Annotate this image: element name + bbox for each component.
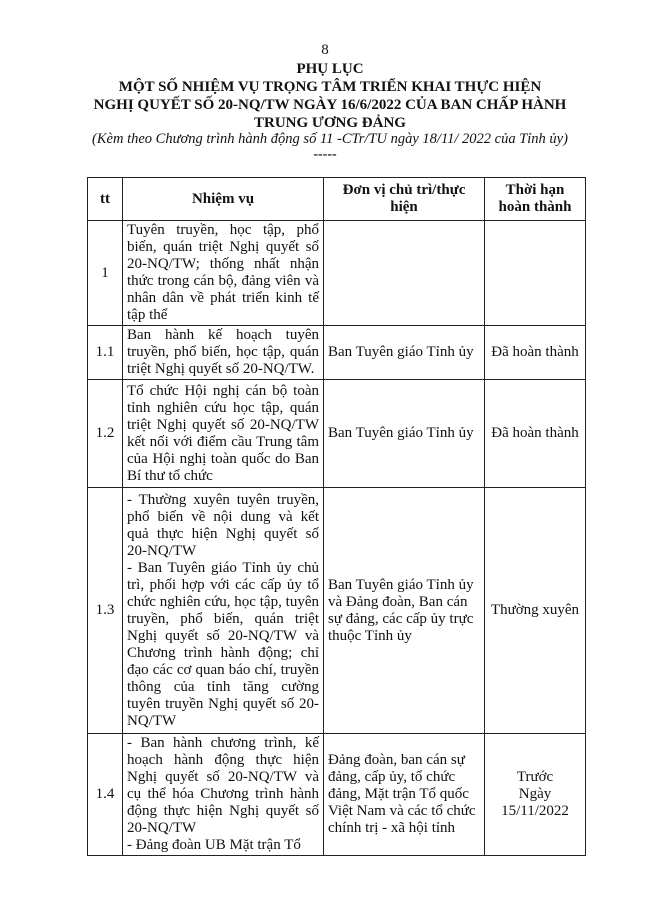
task-bullet: - Thường xuyên tuyên truyền, phổ biến về nội dung và kết quả thực hiện Nghị quyết số 20-NQ/TW [127, 491, 319, 559]
row-tt: 1.4 [88, 734, 123, 856]
table-row [88, 221, 586, 326]
row-task: Tổ chức Hội nghị cán bộ toàn tỉnh nghiên cứu học tập, quán triệt Nghị quyết số 20-NQ/TW kết nối với điểm cầu Trung tâm của Hội nghị toàn quốc do Ban Bí thư tổ chức [123, 380, 324, 488]
table-row [88, 488, 586, 734]
row-task: Tuyên truyền, học tập, phổ biến, quán triệt Nghị quyết số 20-NQ/TW; thống nhất nhận thức trong cán bộ, đảng viên và nhân dân về phát triển kinh tế tập thể [123, 221, 324, 326]
row-tt: 1.1 [88, 326, 123, 380]
row-unit: Đảng đoàn, ban cán sự đảng, cấp ủy, tổ chức đảng, Mặt trận Tổ quốc Việt Nam và các tổ chức chính trị - xã hội tỉnh [324, 734, 485, 856]
table-row [88, 734, 586, 856]
table-row [88, 326, 586, 380]
row-unit: Ban Tuyên giáo Tỉnh ủy và Đảng đoàn, Ban cán sự đảng, các cấp ủy trực thuộc Tỉnh ủy [324, 488, 485, 734]
page-number: 8 [321, 42, 329, 58]
heading-appendix: PHỤ LỤC [296, 61, 364, 77]
heading-title-line-2: NGHỊ QUYẾT SỐ 20-NQ/TW NGÀY 16/6/2022 CỦA BAN CHẤP HÀNH [93, 97, 567, 113]
separator: ----- [313, 147, 337, 162]
header-deadline: Thời hạn hoàn thành [485, 178, 586, 221]
row-task: Ban hành kế hoạch tuyên truyền, phổ biến, học tập, quán triệt Nghị quyết số 20-NQ/TW. [123, 326, 324, 380]
tasks-table [87, 177, 586, 856]
deadline-line: Trước [516, 769, 554, 785]
row-deadline: Thường xuyên [485, 488, 586, 734]
header-tt: tt [88, 178, 123, 221]
heading-title-line-3: TRUNG ƯƠNG ĐẢNG [254, 115, 406, 131]
header-task: Nhiệm vụ [123, 178, 324, 221]
row-task [123, 488, 324, 734]
deadline-line: 15/11/2022 [501, 803, 569, 819]
row-unit: Ban Tuyên giáo Tỉnh ủy [324, 326, 485, 380]
task-bullet: - Đảng đoàn UB Mặt trận Tổ [127, 837, 301, 853]
table-row [88, 380, 586, 488]
header-unit: Đơn vị chủ trì/thực hiện [324, 178, 485, 221]
table-header-row [88, 178, 586, 221]
row-deadline: Đã hoàn thành [485, 326, 586, 380]
task-bullet: - Ban Tuyên giáo Tỉnh ủy chủ trì, phối hợp với các cấp ủy tổ chức nghiên cứu, học tập, tuyên truyền, phổ biến, quán triệt Nghị quyết số 20-NQ/TW và Chương trình hành động; chỉ đạo các cơ quan báo chí, truyền thông của tỉnh tăng cường tuyên truyền Nghị quyết số 20-NQ/TW [127, 559, 319, 729]
document-heading [60, 60, 600, 132]
document-subtitle: (Kèm theo Chương trình hành động số 11 -CTr/TU ngày 18/11/ 2022 của Tỉnh ủy) [92, 131, 568, 147]
row-task [123, 734, 324, 856]
row-unit [324, 221, 485, 326]
row-unit: Ban Tuyên giáo Tỉnh ủy [324, 380, 485, 488]
row-deadline [485, 221, 586, 326]
row-deadline: Đã hoàn thành [485, 380, 586, 488]
deadline-line: Ngày [518, 786, 552, 802]
row-deadline [485, 734, 586, 856]
heading-title-line-1: MỘT SỐ NHIỆM VỤ TRỌNG TÂM TRIỂN KHAI THỰC HIỆN [118, 79, 542, 95]
task-bullet: - Ban hành chương trình, kế hoạch hành động thực hiện Nghị quyết số 20-NQ/TW và cụ thể hóa Chương trình hành động thực hiện Nghị quyết số 20-NQ/TW [127, 735, 319, 836]
row-tt: 1.2 [88, 380, 123, 488]
row-tt: 1 [88, 221, 123, 326]
row-tt: 1.3 [88, 488, 123, 734]
